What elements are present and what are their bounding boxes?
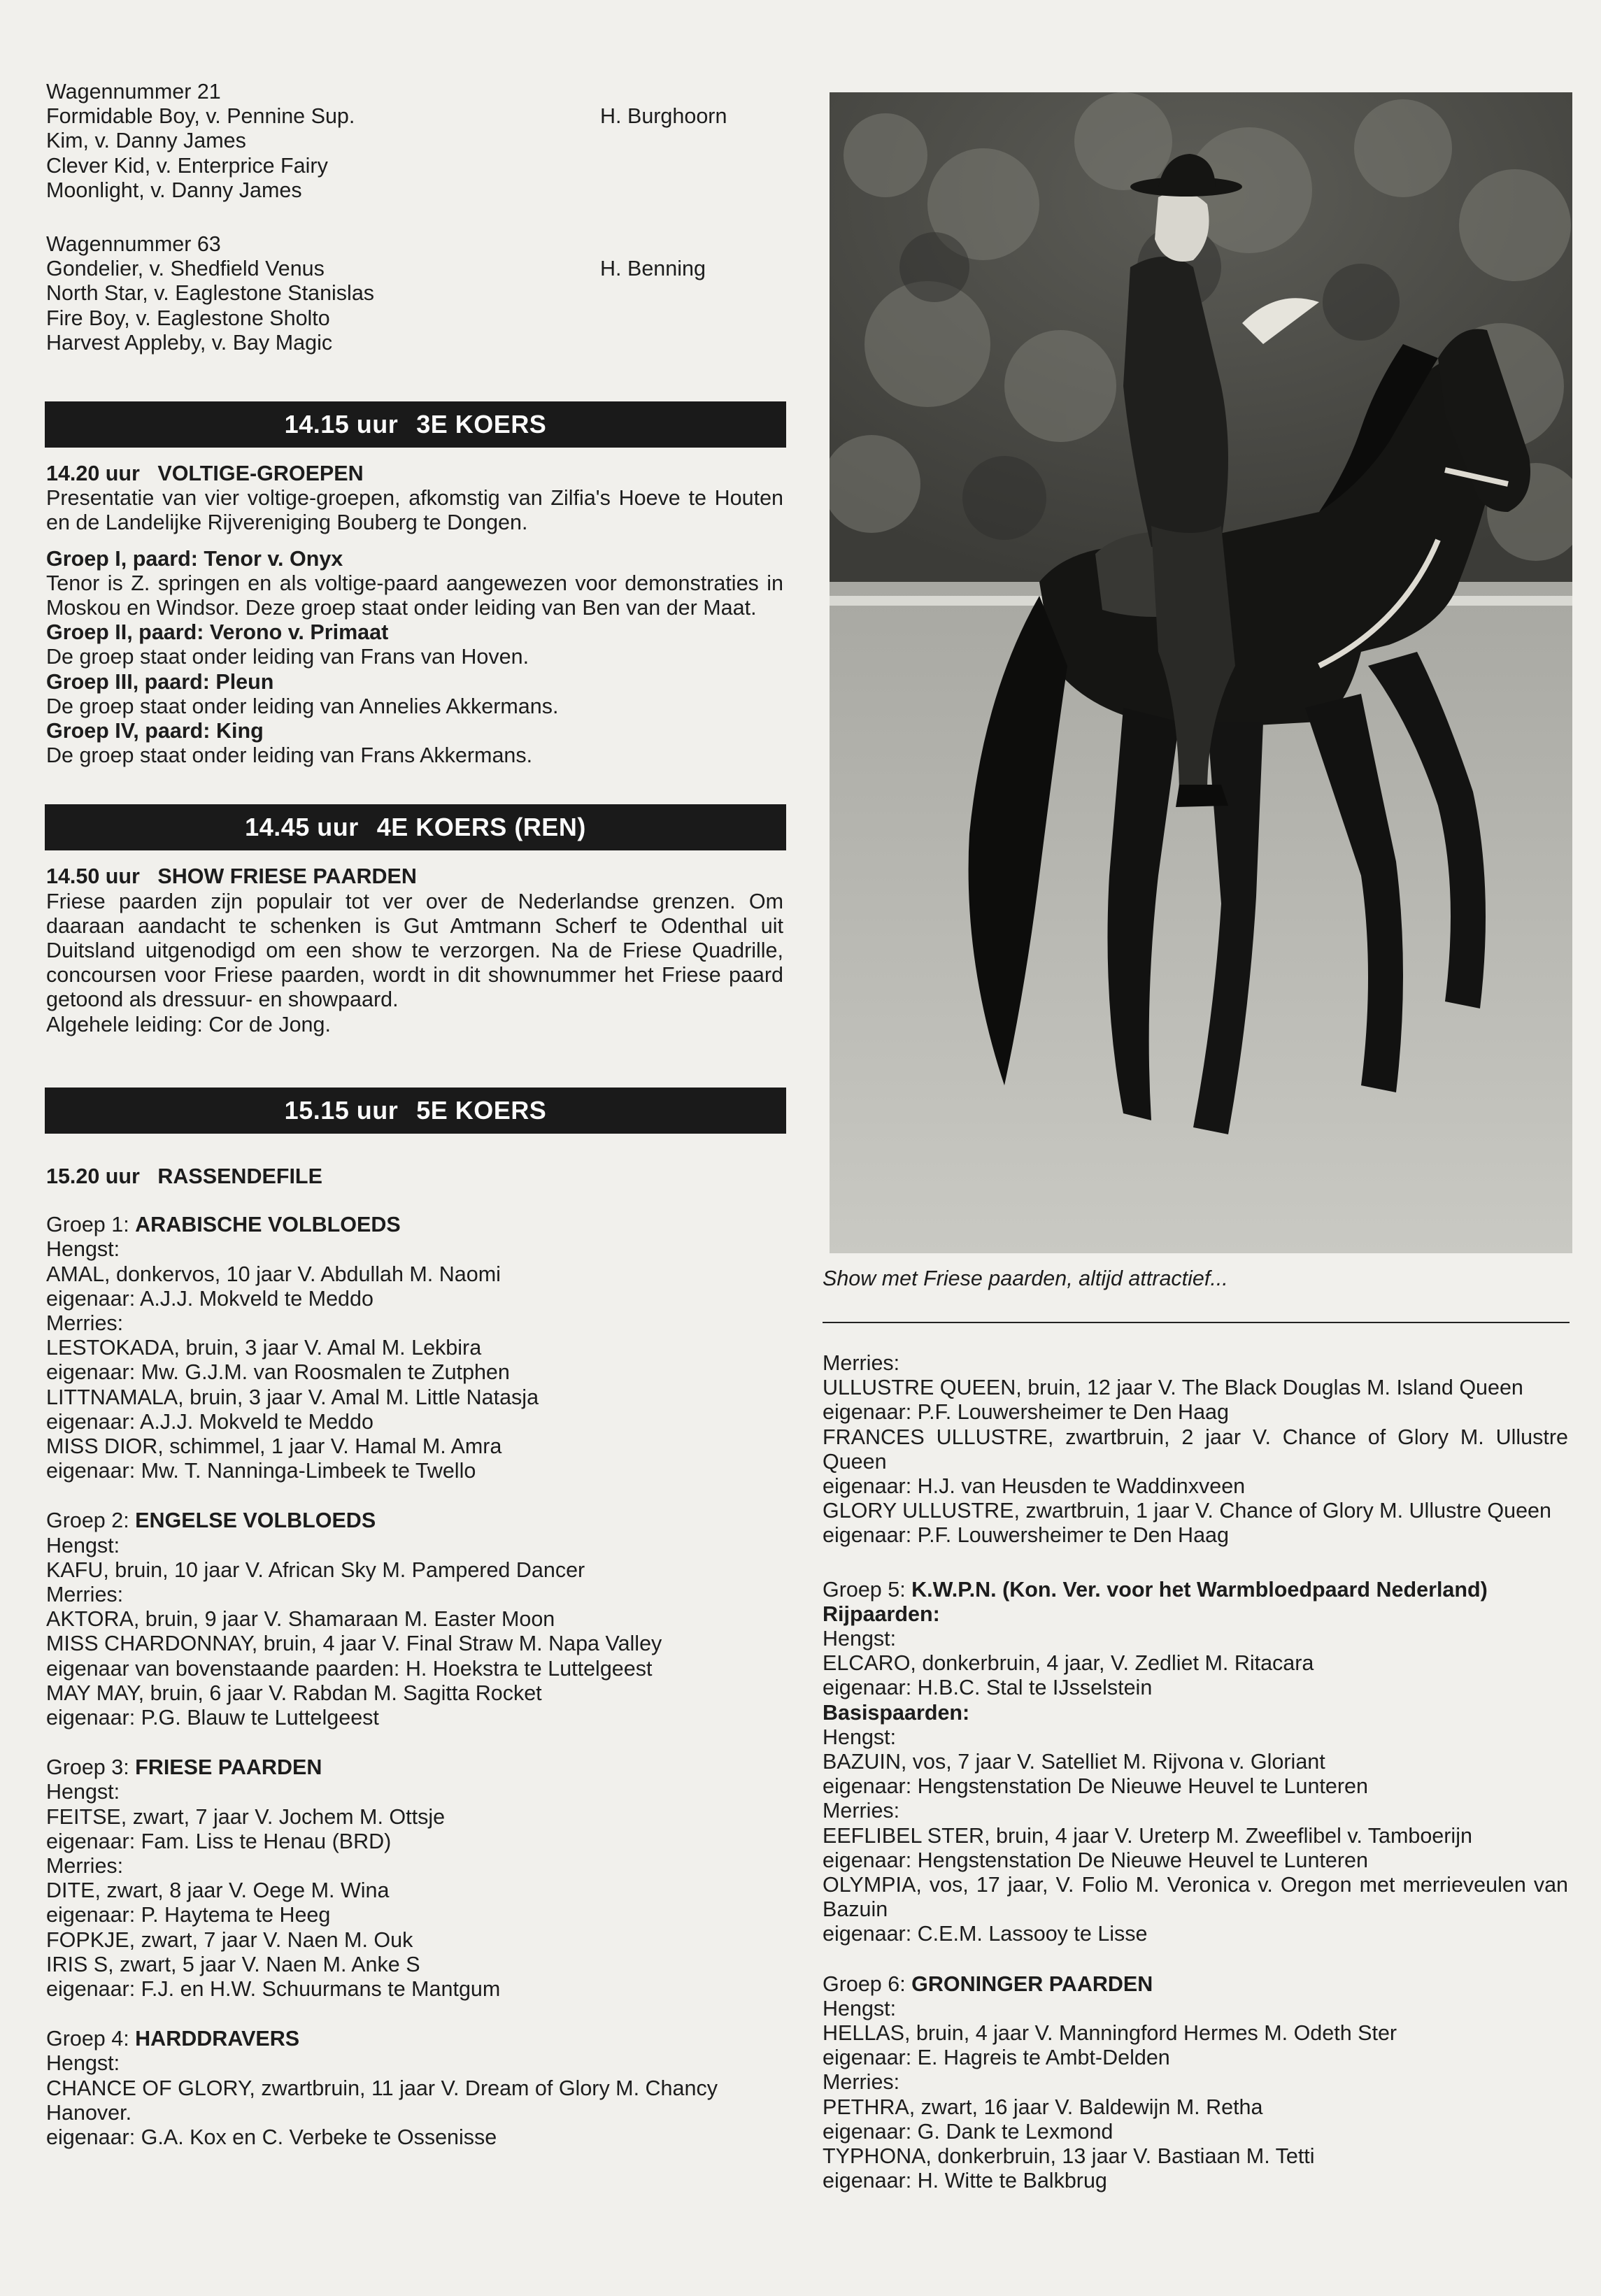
group-title: Groep II, paard: Verono v. Primaat bbox=[46, 620, 389, 645]
entry-line: CHANCE OF GLORY, zwartbruin, 11 jaar V. Dream of Glory M. Chancy Hanover. bbox=[46, 2076, 718, 2125]
section-title: 15.20 uur RASSENDEFILE bbox=[46, 1164, 322, 1188]
horse-entry: Kim, v. Danny James bbox=[46, 129, 246, 153]
entry-line: ELCARO, donkerbruin, 4 jaar, V. Zedliet M. Ritacara bbox=[823, 1651, 1314, 1676]
entry-line: Merries: bbox=[46, 1311, 124, 1335]
entry-line: eigenaar: Mw. G.J.M. van Roosmalen te Zutphen bbox=[46, 1360, 510, 1385]
banner-time: 14.45 uur bbox=[245, 813, 359, 842]
entry-line: FRANCES ULLUSTRE, zwartbruin, 2 jaar V. Chance of Glory M. Ullustre Queen bbox=[823, 1425, 1568, 1474]
entry-line: eigenaar: Mw. T. Nanninga-Limbeek te Twello bbox=[46, 1459, 476, 1483]
wagon-row bbox=[46, 257, 783, 281]
banner-time: 14.15 uur bbox=[284, 410, 399, 439]
entry-line: FOPKJE, zwart, 7 jaar V. Naen M. Ouk bbox=[46, 1927, 413, 1952]
banner-time: 15.15 uur bbox=[284, 1095, 399, 1125]
entry-line: eigenaar: Hengstenstation De Nieuwe Heuvel te Lunteren bbox=[823, 1774, 1368, 1799]
entry-line: TYPHONA, donkerbruin, 13 jaar V. Bastiaan M. Tetti bbox=[823, 2144, 1315, 2169]
banner-label: 5E KOERS bbox=[416, 1095, 547, 1125]
section-text: Friese paarden zijn populair tot ver over de Nederlandse grenzen. Om daaraan aandacht te schenken is Gut Amtmann Scherf te Odenthal uit Duitsland uitgenodigd om een show te verzorgen. Na de Friese Quadrille, concoursen voor Friese paarden, wordt in dit shownummer het Friese paard getoond als dressuur- en showpaard. bbox=[46, 889, 783, 1012]
right-column bbox=[823, 1351, 1568, 2194]
left-column bbox=[46, 80, 783, 2150]
divider bbox=[823, 1322, 1570, 1323]
entry-line: AMAL, donkervos, 10 jaar V. Abdullah M. Naomi bbox=[46, 1262, 501, 1286]
entry-line: Merries: bbox=[46, 1853, 124, 1878]
group-subheading: Rijpaarden: bbox=[823, 1602, 940, 1626]
entry-line: OLYMPIA, vos, 17 jaar, V. Folio M. Veronica v. Oregon met merrieveulen van Bazuin bbox=[823, 1873, 1568, 1922]
horse-entry: Fire Boy, v. Eaglestone Sholto bbox=[46, 306, 330, 330]
horse-entry: Gondelier, v. Shedfield Venus bbox=[46, 257, 325, 281]
entry-line: ULLUSTRE QUEEN, bruin, 12 jaar V. The Black Douglas M. Island Queen bbox=[823, 1376, 1523, 1400]
entry-line: MISS CHARDONNAY, bruin, 4 jaar V. Final Straw M. Napa Valley bbox=[46, 1632, 662, 1656]
group-name: ENGELSE VOLBLOEDS bbox=[135, 1509, 376, 1533]
koers-banner-3 bbox=[45, 401, 786, 448]
entry-line: AKTORA, bruin, 9 jaar V. Shamaraan M. Easter Moon bbox=[46, 1607, 555, 1632]
wagon-block bbox=[46, 80, 783, 203]
horse-entry: Harvest Appleby, v. Bay Magic bbox=[46, 330, 333, 355]
group-subheading: Basispaarden: bbox=[823, 1700, 970, 1725]
group-heading bbox=[823, 1972, 1568, 1997]
entry-line: eigenaar van bovenstaande paarden: H. Hoekstra te Luttelgeest bbox=[46, 1656, 653, 1681]
entry-line: Merries: bbox=[823, 2070, 900, 2095]
section-leader: Algehele leiding: Cor de Jong. bbox=[46, 1012, 331, 1036]
entry-line: eigenaar: H. Witte te Balkbrug bbox=[823, 2169, 1107, 2193]
horse-entry: Moonlight, v. Danny James bbox=[46, 178, 302, 202]
breed-group-4 bbox=[46, 2027, 783, 2150]
entry-line: Hengst: bbox=[46, 1237, 120, 1262]
entry-line: Merries: bbox=[823, 1799, 900, 1823]
entry-line: IRIS S, zwart, 5 jaar V. Naen M. Anke S bbox=[46, 1952, 420, 1976]
group-text: Tenor is Z. springen en als voltige-paard aangewezen voor demonstraties in Moskou en Windsor. Deze groep staat onder leiding van Ben van der Maat. bbox=[46, 571, 783, 620]
horse-rider-illustration bbox=[830, 92, 1572, 1253]
entry-line: eigenaar: A.J.J. Mokveld te Meddo bbox=[46, 1409, 373, 1434]
group-title: Groep III, paard: Pleun bbox=[46, 669, 274, 694]
entry-line: LESTOKADA, bruin, 3 jaar V. Amal M. Lekbira bbox=[46, 1336, 482, 1360]
group-name: K.W.P.N. (Kon. Ver. voor het Warmbloedpaard Nederland) bbox=[911, 1577, 1488, 1602]
entry-line: MISS DIOR, schimmel, 1 jaar V. Hamal M. Amra bbox=[46, 1434, 502, 1458]
breed-group-3 bbox=[46, 1755, 783, 2002]
entry-line: Hengst: bbox=[823, 1627, 897, 1651]
group-prefix: Groep 4: bbox=[46, 2027, 136, 2051]
entry-line: eigenaar: Hengstenstation De Nieuwe Heuvel te Lunteren bbox=[823, 1848, 1368, 1872]
continued-merries bbox=[823, 1351, 1568, 1548]
entry-line: Hengst: bbox=[823, 1725, 897, 1749]
breed-group-6 bbox=[823, 1972, 1568, 2194]
section-intro: Presentatie van vier voltige-groepen, afkomstig van Zilfia's Hoeve te Houten en de Landelijke Rijvereniging Bouberg te Dongen. bbox=[46, 486, 783, 535]
group-name: HARDDRAVERS bbox=[135, 2027, 300, 2051]
wagon-block bbox=[46, 232, 783, 355]
breed-group-2 bbox=[46, 1509, 783, 1730]
horse-entry: Formidable Boy, v. Pennine Sup. bbox=[46, 104, 355, 129]
wagon-title: Wagennummer 21 bbox=[46, 80, 221, 104]
entry-line: eigenaar: P.F. Louwersheimer te Den Haag bbox=[823, 1523, 1229, 1548]
entry-line: HELLAS, bruin, 4 jaar V. Manningford Hermes M. Odeth Ster bbox=[823, 2021, 1397, 2046]
section-title: 14.20 uur VOLTIGE-GROEPEN bbox=[46, 462, 364, 486]
entry-line: eigenaar: Fam. Liss te Henau (BRD) bbox=[46, 1829, 392, 1853]
entry-line: GLORY ULLUSTRE, zwartbruin, 1 jaar V. Chance of Glory M. Ullustre Queen bbox=[823, 1499, 1551, 1523]
breed-group-1 bbox=[46, 1213, 783, 1483]
group-heading bbox=[46, 1213, 783, 1237]
entry-line: eigenaar: G.A. Kox en C. Verbeke te Ossenisse bbox=[46, 2125, 497, 2149]
entry-line: BAZUIN, vos, 7 jaar V. Satelliet M. Rijvona v. Gloriant bbox=[823, 1750, 1325, 1774]
entry-line: Hengst: bbox=[46, 1780, 120, 1804]
horse-entry: Clever Kid, v. Enterprice Fairy bbox=[46, 153, 328, 178]
group-title: Groep I, paard: Tenor v. Onyx bbox=[46, 546, 343, 571]
group-prefix: Groep 1: bbox=[46, 1213, 136, 1237]
group-text: De groep staat onder leiding van Annelies Akkermans. bbox=[46, 694, 559, 718]
entry-line: PETHRA, zwart, 16 jaar V. Baldewijn M. Retha bbox=[823, 2095, 1263, 2119]
entry-line: eigenaar: G. Dank te Lexmond bbox=[823, 2119, 1113, 2144]
wagon-row bbox=[46, 104, 783, 129]
entry-line: eigenaar: E. Hagreis te Ambt-Delden bbox=[823, 2046, 1170, 2070]
entry-line: Merries: bbox=[823, 1351, 900, 1375]
entry-line: Hengst: bbox=[46, 1533, 120, 1557]
wagon-title: Wagennummer 63 bbox=[46, 232, 221, 257]
photo-caption: Show met Friese paarden, altijd attractief... bbox=[823, 1267, 1228, 1290]
group-prefix: Groep 2: bbox=[46, 1509, 136, 1533]
entry-line: EEFLIBEL STER, bruin, 4 jaar V. Ureterp M. Zweeflibel v. Tamboerijn bbox=[823, 1823, 1472, 1848]
wagon-owner: H. Benning bbox=[600, 257, 706, 281]
entry-line: eigenaar: H.B.C. Stal te IJsselstein bbox=[823, 1676, 1153, 1700]
entry-line: LITTNAMALA, bruin, 3 jaar V. Amal M. Little Natasja bbox=[46, 1385, 539, 1409]
group-heading bbox=[823, 1578, 1568, 1602]
group-text: De groep staat onder leiding van Frans Akkermans. bbox=[46, 743, 533, 768]
group-prefix: Groep 6: bbox=[823, 1971, 912, 1996]
entry-line: eigenaar: F.J. en H.W. Schuurmans te Mantgum bbox=[46, 1976, 501, 2001]
entry-line: Hengst: bbox=[46, 2051, 120, 2076]
entry-line: eigenaar: A.J.J. Mokveld te Meddo bbox=[46, 1286, 373, 1311]
group-prefix: Groep 5: bbox=[823, 1577, 912, 1602]
section-title: 14.50 uur SHOW FRIESE PAARDEN bbox=[46, 864, 417, 889]
entry-line: eigenaar: C.E.M. Lassooy te Lisse bbox=[823, 1922, 1148, 1946]
group-heading bbox=[46, 1509, 783, 1533]
banner-label: 4E KOERS (REN) bbox=[376, 813, 586, 842]
banner-label: 3E KOERS bbox=[416, 410, 547, 439]
group-title: Groep IV, paard: King bbox=[46, 719, 264, 743]
entry-line: eigenaar: P.G. Blauw te Luttelgeest bbox=[46, 1705, 379, 1730]
entry-line: DITE, zwart, 8 jaar V. Oege M. Wina bbox=[46, 1878, 390, 1903]
group-name: FRIESE PAARDEN bbox=[135, 1755, 322, 1780]
koers-banner-4 bbox=[45, 804, 786, 850]
koers-banner-5 bbox=[45, 1088, 786, 1134]
group-heading bbox=[46, 2027, 783, 2051]
entry-line: Merries: bbox=[46, 1582, 124, 1606]
horse-entry: North Star, v. Eaglestone Stanislas bbox=[46, 281, 375, 306]
group-prefix: Groep 3: bbox=[46, 1755, 136, 1780]
entry-line: MAY MAY, bruin, 6 jaar V. Rabdan M. Sagitta Rocket bbox=[46, 1681, 542, 1705]
horse-show-photo bbox=[830, 92, 1572, 1253]
group-text: De groep staat onder leiding van Frans van Hoven. bbox=[46, 645, 529, 669]
entry-line: KAFU, bruin, 10 jaar V. African Sky M. Pampered Dancer bbox=[46, 1557, 585, 1582]
entry-line: eigenaar: H.J. van Heusden te Waddinxveen bbox=[823, 1474, 1246, 1499]
group-heading bbox=[46, 1755, 783, 1780]
group-name: ARABISCHE VOLBLOEDS bbox=[135, 1213, 401, 1237]
wagon-owner: H. Burghoorn bbox=[600, 104, 727, 129]
entry-line: eigenaar: P.F. Louwersheimer te Den Haag bbox=[823, 1400, 1229, 1425]
entry-line: Hengst: bbox=[823, 1996, 897, 2020]
group-name: GRONINGER PAARDEN bbox=[911, 1971, 1153, 1996]
breed-group-5 bbox=[823, 1578, 1568, 1947]
entry-line: eigenaar: P. Haytema te Heeg bbox=[46, 1903, 331, 1927]
entry-line: FEITSE, zwart, 7 jaar V. Jochem M. Ottsje bbox=[46, 1804, 446, 1829]
